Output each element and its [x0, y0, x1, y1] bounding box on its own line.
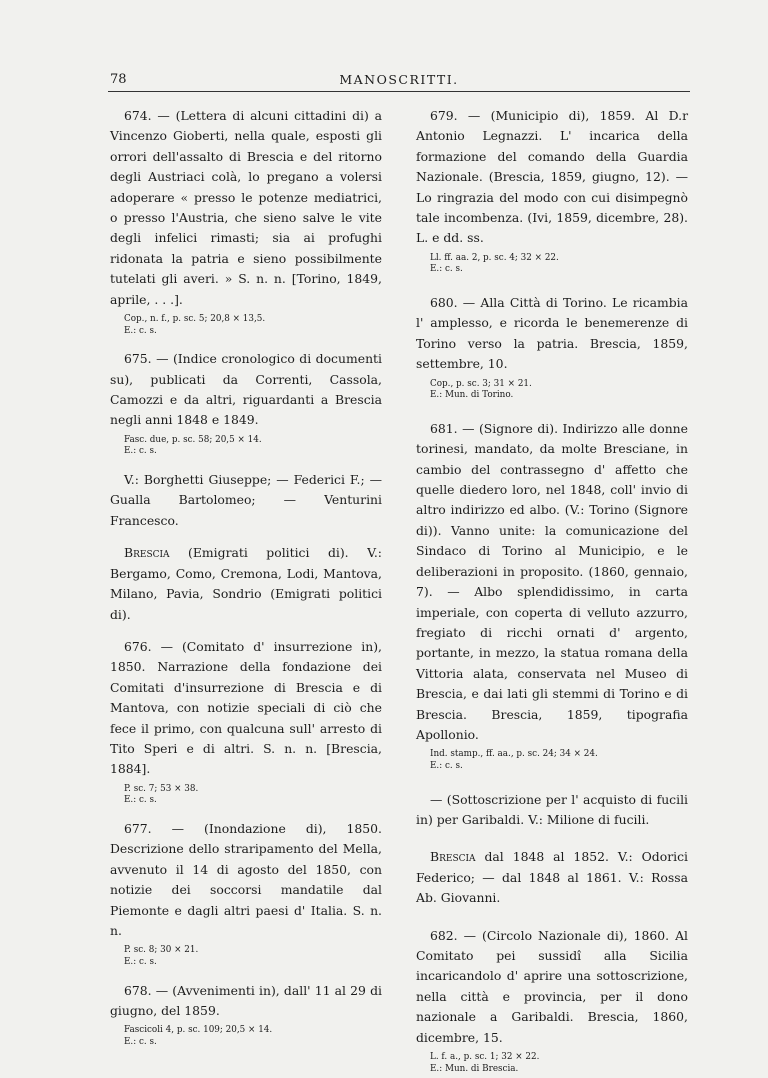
- meta-line: Ind. stamp., ff. aa., p. sc. 24; 34 × 24.: [430, 749, 598, 760]
- entry-meta: [430, 379, 688, 402]
- meta-line: P. sc. 7; 53 × 38.: [124, 783, 199, 794]
- cross-reference-brescia-dal: [416, 847, 688, 908]
- meta-line: P. sc. 8; 30 × 21.: [124, 945, 199, 956]
- meta-line: Cop., n. f., p. sc. 5; 20,8 × 13,5.: [124, 314, 266, 325]
- entry-text: 679. — (Municipio di), 1859. Al D.r Antonio Legnazzi. L' incarica della formazione del comando della Guardia Nazionale. (Brescia, 1859, giugno, 12). — Lo ringrazia del modo con cui disimpegnò tale incombenza. (Ivi, 1859, dicembre, 28). L. e dd. ss.: [416, 108, 688, 246]
- entry-meta: [430, 749, 688, 772]
- header-rule: [108, 91, 690, 92]
- meta-line: E.: c. s.: [124, 795, 157, 806]
- entry-text: 677. — (Inondazione di), 1850. Descrizione dello straripamento del Mella, avvenuto il 14 di agosto del 1850, con notizie dei soccorsi mandatile dal Piemonte e dagli altri paesi d' Italia. S. n. n.: [110, 820, 382, 938]
- entry-681: [416, 419, 688, 773]
- meta-line: L. f. a., p. sc. 1; 32 × 22.: [430, 1052, 540, 1062]
- entry-text: dal 1848 al 1852. V.: Odorici Federico; — dal 1848 al 1861. V.: Rossa Ab. Giovanni.: [416, 849, 688, 906]
- entry-text: 678. — (Avvenimenti in), dall' 11 al 29 di giugno, del 1859.: [110, 982, 382, 1018]
- entry-676: [110, 637, 382, 807]
- entry-682: [416, 926, 688, 1076]
- meta-line: E.: c. s.: [430, 264, 463, 275]
- entry-text: 682. — (Circolo Nazionale di), 1860. Al Comitato pei sussidî alla Sicilia incaricandolo d' aprire una sottoscrizione, nella città e provincia, per il dono nazionale a Garibaldi. Brescia, 1860, dicembre, 15.: [416, 927, 688, 1045]
- entry-meta: [124, 435, 382, 458]
- page-header: [110, 72, 688, 92]
- entry-meta: [124, 784, 382, 807]
- entry-text: 674. — (Lettera di alcuni cittadini di) a Vincenzo Gioberti, nella quale, esposti gli orrori dell'assalto di Brescia e del ritorno degli Austriaci colà, lo pregano a volersi adoperare « presso le potenze mediatrici, o presso l'Austria, che sieno salve le vite degli infelici rimasti; sia ai profughi ridonata la patria e sieno possibilmente tutelati gli averi. » S. n. n. [Torino, 1849, aprile, . . .].: [110, 108, 382, 307]
- entry-text: 680. — Alla Città di Torino. Le ricambia l' amplesso, e ricorda le benemerenze di Torino verso la patria. Brescia, 1859, settembre, 10.: [416, 295, 688, 372]
- page-number: 78: [110, 72, 127, 87]
- entry-text: 676. — (Comitato d' insurrezione in), 1850. Narrazione della fondazione dei Comitati d'insurrezione di Brescia e di Mantova, con notizie speciali di ciò che fece il primo, con qualcuna sull' arresto di Tito Speri e di altri. S. n. n. [Brescia, 1884].: [110, 638, 382, 777]
- entry-meta: [124, 1025, 382, 1048]
- meta-line: E.: c. s.: [124, 1036, 157, 1047]
- left-column: [110, 106, 382, 1049]
- meta-line: Ll. ff. aa. 2, p. sc. 4; 32 × 22.: [430, 252, 559, 263]
- right-column: [416, 106, 688, 1075]
- entry-meta: [430, 1052, 688, 1075]
- heading-word: Brescia: [124, 545, 170, 561]
- entry-678: [110, 981, 382, 1049]
- meta-line: E.: c. s.: [124, 956, 157, 967]
- running-title: MANOSCRITTI.: [339, 72, 459, 87]
- meta-line: E.: c. s.: [124, 446, 157, 457]
- heading-word: Brescia: [430, 849, 476, 865]
- entry-meta: [124, 314, 382, 337]
- entry-674: [110, 106, 382, 337]
- meta-line: E.: c. s.: [430, 760, 463, 771]
- cross-reference-brescia-emigrati: [110, 543, 382, 625]
- cross-reference-fucili: — (Sottoscrizione per l' acquisto di fucili in) per Garibaldi. V.: Milione di fucili.: [416, 791, 688, 827]
- entry-675: [110, 349, 382, 458]
- meta-line: E.: c. s.: [124, 325, 157, 336]
- entry-meta: [124, 945, 382, 968]
- entry-meta: [430, 253, 688, 276]
- cross-reference: V.: Borghetti Giuseppe; — Federici F.; — Gualla Bartolomeo; — Venturini Francesco.: [110, 472, 382, 528]
- entry-text: (Emigrati politici di). V.: Bergamo, Como, Cremona, Lodi, Mantova, Milano, Pavia, Sondrio (Emigrati politici di).: [110, 545, 382, 622]
- meta-line: Cop., p. sc. 3; 31 × 21.: [430, 378, 532, 389]
- entry-680: [416, 293, 688, 402]
- entry-679: [416, 106, 688, 276]
- entry-677: [110, 819, 382, 969]
- meta-line: E.: Mun. di Brescia.: [430, 1063, 519, 1074]
- entry-text: 681. — (Signore di). Indirizzo alle donne torinesi, mandato, da molte Bresciane, in cambio del contrassegno d' affetto che quelle diedero loro, nel 1848, coll' invio di altro indirizzo ed albo. (V.: Torino (Signore di)). Vanno unite: la comunicazione del Sindaco di Torino al Municipio, e le deliberazioni in proposito. (1860, gennaio, 7). — Albo splendidissimo, in carta imperiale, con coperta di velluto azzurro, fregiato di ricchi ornati d' argento, portante, in mezzo, la statua romana della Vittoria alata, conservata nel Museo di Brescia, e dai lati gli stemmi di Torino e di Brescia. Brescia, 1859, tipografia Apollonio.: [416, 420, 688, 742]
- entry-text: 675. — (Indice cronologico di documenti su), publicati da Correnti, Cassola, Camozzi e da altri, riguardanti a Brescia negli anni 1848 e 1849.: [110, 351, 382, 428]
- meta-line: Fasc. due, p. sc. 58; 20,5 × 14.: [124, 434, 262, 445]
- meta-line: E.: Mun. di Torino.: [430, 390, 514, 401]
- meta-line: Fascicoli 4, p. sc. 109; 20,5 × 14.: [124, 1025, 273, 1036]
